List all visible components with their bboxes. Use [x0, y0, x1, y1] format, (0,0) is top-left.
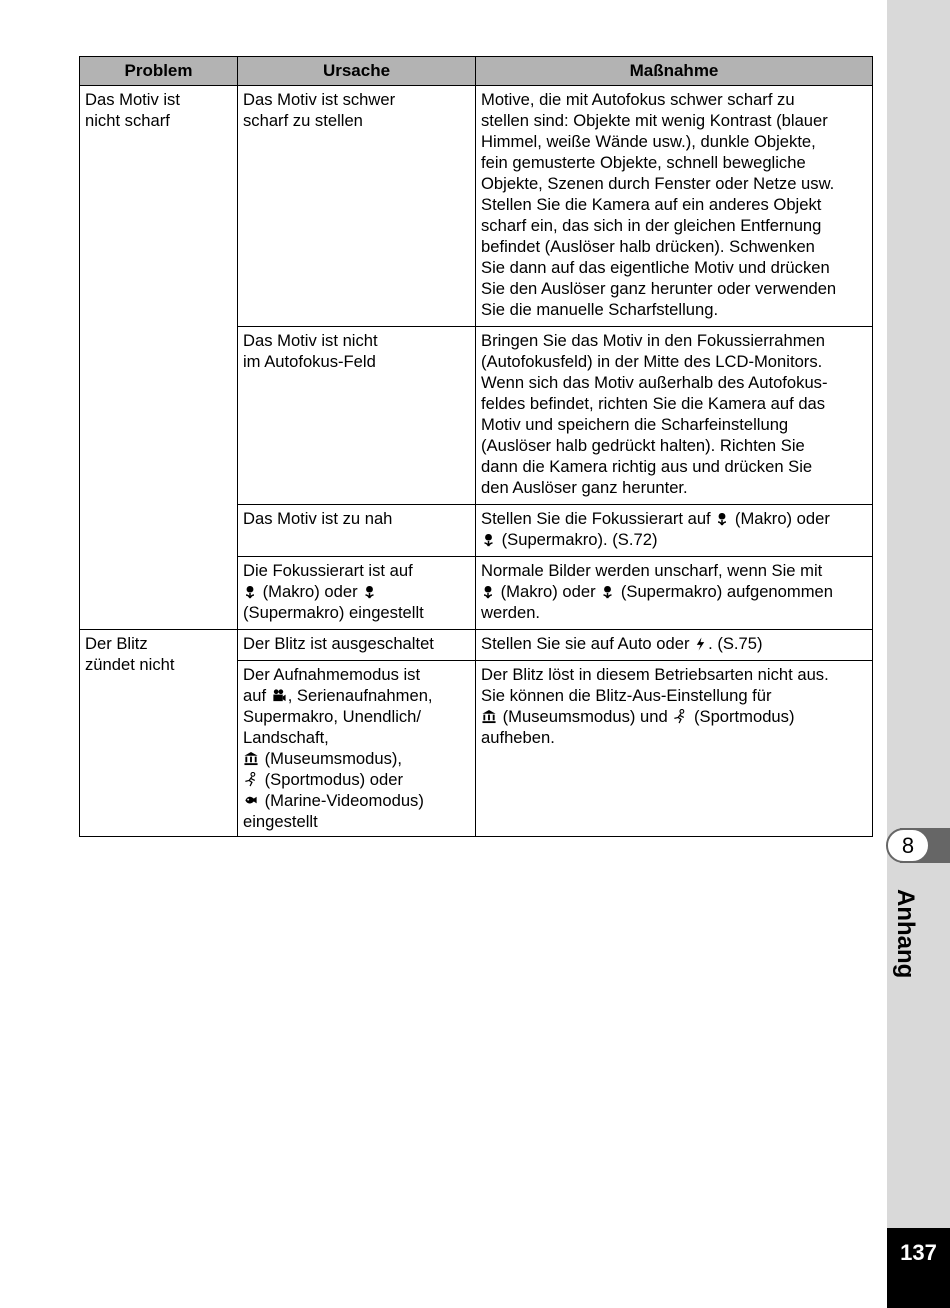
header-action: Maßnahme: [476, 57, 873, 86]
header-problem: Problem: [80, 57, 238, 86]
table-header-row: [80, 57, 873, 86]
macro-flower-icon: [715, 512, 729, 526]
flash-off-icon: [694, 637, 707, 651]
sport-runner-icon: [243, 772, 259, 787]
cause-cell: Der Aufnahmemodus ist auf , Serienaufnahmen, Supermakro, Unendlich/ Landschaft, (Museumsmodus), (Sportmodus) oder (Marine-Videomodus) eingestellt: [238, 661, 476, 837]
header-cause: Ursache: [238, 57, 476, 86]
action-cell: Stellen Sie sie auf Auto oder . (S.75): [476, 630, 873, 661]
museum-icon: [243, 751, 259, 766]
chapter-sidebar: [887, 0, 950, 1308]
cause-cell: Das Motiv ist zu nah: [238, 505, 476, 557]
cause-cell: Das Motiv ist schwer scharf zu stellen: [238, 86, 476, 327]
problem-cell: Der Blitz zündet nicht: [80, 630, 238, 837]
museum-icon: [481, 709, 497, 724]
cause-cell: Das Motiv ist nicht im Autofokus-Feld: [238, 327, 476, 505]
action-cell: Der Blitz löst in diesem Betriebsarten nicht aus. Sie können die Blitz-Aus-Einstellung für (Museumsmodus) und (Sportmodus) aufheben.: [476, 661, 873, 837]
action-cell: Stellen Sie die Fokussierart auf (Makro) oder (Supermakro). (S.72): [476, 505, 873, 557]
action-cell: Bringen Sie das Motiv in den Fokussierrahmen (Autofokusfeld) in der Mitte des LCD-Monitors. Wenn sich das Motiv außerhalb des Autofokus- feldes befindet, richten Sie die Kamera auf das Motiv und speichern die Scharfeinstellung (Auslöser halb gedrückt halten). Richten Sie dann die Kamera richtig aus und drücken Sie den Auslöser ganz herunter.: [476, 327, 873, 505]
chapter-number: 8: [886, 828, 930, 863]
marine-video-icon: [243, 793, 259, 808]
macro-flower-icon: [481, 585, 495, 599]
problem-cell: Das Motiv ist nicht scharf: [80, 86, 238, 630]
table-row: [80, 630, 873, 661]
macro-flower-icon: [243, 585, 257, 599]
cause-cell: Der Blitz ist ausgeschaltet: [238, 630, 476, 661]
page-number: 137: [887, 1228, 950, 1308]
supermacro-flower-icon: [362, 585, 377, 599]
supermacro-flower-icon: [481, 533, 496, 547]
action-cell: Motive, die mit Autofokus schwer scharf zu stellen sind: Objekte mit wenig Kontrast (blauer Himmel, weiße Wände usw.), dunkle Objekte, fein gemusterte Objekte, schnell bewegliche Objekte, Szenen durch Fenster oder Netze usw. Stellen Sie die Kamera auf ein anderes Objekt scharf ein, das sich in der gleichen Entfernung befindet (Auslöser halb drücken). Schwenken Sie dann auf das eigentliche Motiv und drücken Sie den Auslöser ganz herunter oder verwenden Sie die manuelle Scharfstellung.: [476, 86, 873, 327]
troubleshooting-table: [79, 56, 873, 837]
action-cell: Normale Bilder werden unscharf, wenn Sie mit (Makro) oder (Supermakro) aufgenommen werden.: [476, 557, 873, 630]
table-row: [80, 86, 873, 327]
chapter-title: Anhang: [892, 889, 919, 979]
supermacro-flower-icon: [600, 585, 615, 599]
movie-camera-icon: [271, 688, 287, 703]
cause-cell: Die Fokussierart ist auf (Makro) oder (Supermakro) eingestellt: [238, 557, 476, 630]
sport-runner-icon: [672, 709, 688, 724]
trouble-table-container: [79, 56, 872, 837]
